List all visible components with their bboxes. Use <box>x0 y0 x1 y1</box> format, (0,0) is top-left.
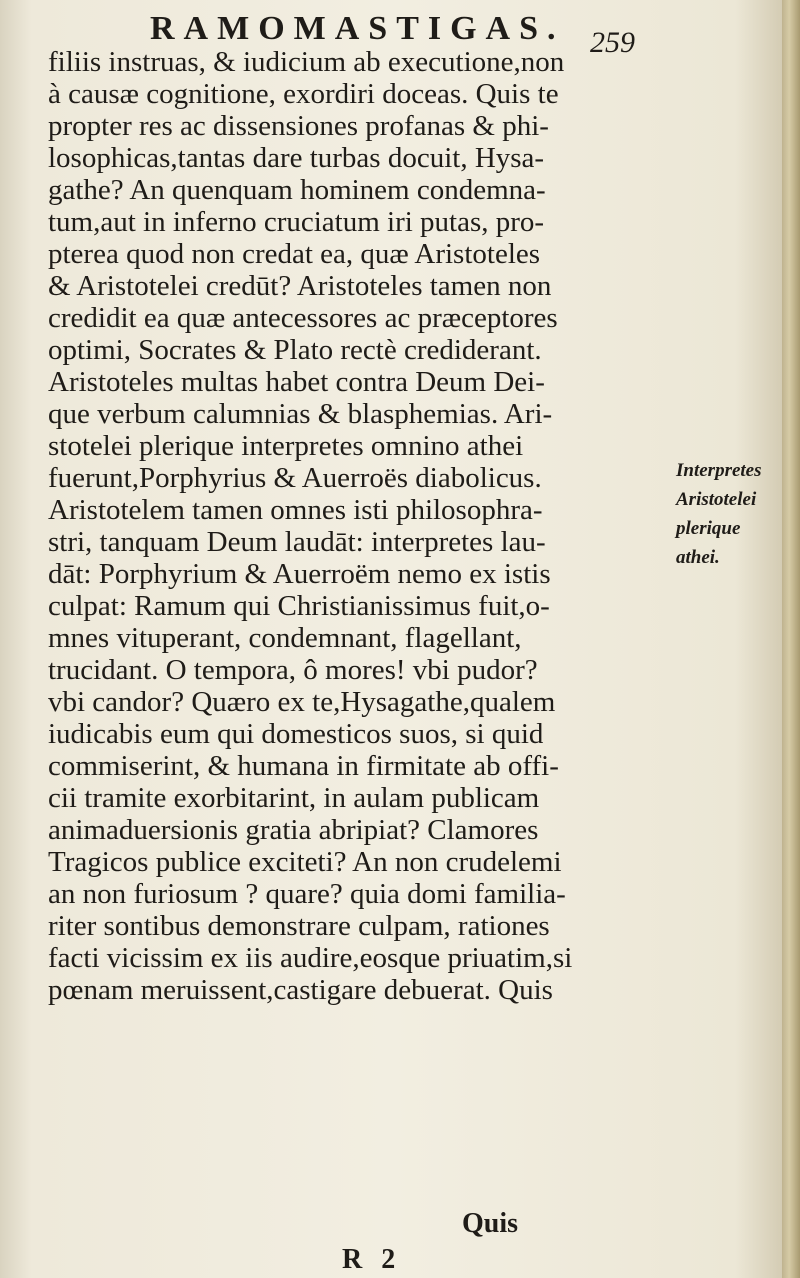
text-line: stri, tanquam Deum laudāt: interpretes lau- <box>48 526 546 558</box>
page-gutter-edge <box>782 0 800 1278</box>
text-line: filiis instruas, & iudicium ab executione,non <box>48 46 565 78</box>
text-line: animaduersionis gratia abripiat? Clamores <box>48 814 539 846</box>
page-number: 259 <box>590 26 635 59</box>
marginal-note <box>676 456 776 572</box>
text-line: pterea quod non credat ea, quæ Aristoteles <box>48 238 541 270</box>
marginal-note-line: athei. <box>676 547 720 568</box>
text-line: mnes vituperant, condemnant, flagellant, <box>48 622 522 654</box>
text-line: Aristoteles multas habet contra Deum Dei- <box>48 366 545 398</box>
text-line: à causæ cognitione, exordiri doceas. Quis te <box>48 78 559 110</box>
text-line: gathe? An quenquam hominem condemna- <box>48 174 546 206</box>
text-line: tum,aut in inferno cruciatum iri putas, pro- <box>48 206 545 238</box>
text-line: Tragicos publice exciteti? An non crudelemi <box>48 846 562 878</box>
text-line: riter sontibus demonstrare culpam, rationes <box>48 910 550 942</box>
body-text <box>48 46 668 1006</box>
text-line: que verbum calumnias & blasphemias. Ari- <box>48 398 553 430</box>
marginal-note-line: plerique <box>676 518 741 539</box>
text-line: culpat: Ramum qui Christianissimus fuit,o- <box>48 590 550 622</box>
text-line: losophicas,tantas dare turbas docuit, Hysa- <box>48 142 545 174</box>
running-head: RAMOMASTIGAS. <box>150 10 565 47</box>
text-line: trucidant. O tempora, ô mores! vbi pudor? <box>48 654 538 686</box>
text-line: fuerunt,Porphyrius & Auerroës diabolicus. <box>48 462 542 494</box>
text-line: pœnam meruissent,castigare debuerat. Quis <box>48 974 553 1006</box>
text-line: & Aristotelei credūt? Aristoteles tamen non <box>48 270 552 302</box>
text-line: stotelei plerique interpretes omnino athei <box>48 430 524 462</box>
text-line: vbi candor? Quæro ex te,Hysagathe,qualem <box>48 686 556 718</box>
text-line: propter res ac dissensiones profanas & phi- <box>48 110 549 142</box>
text-line: facti vicissim ex iis audire,eosque priuatim,si <box>48 942 573 974</box>
text-line: Aristotelem tamen omnes isti philosophra- <box>48 494 543 526</box>
text-line: dāt: Porphyrium & Auerroëm nemo ex istis <box>48 558 551 590</box>
signature-mark: R 2 <box>342 1244 402 1275</box>
text-line: credidit ea quæ antecessores ac præceptores <box>48 302 558 334</box>
text-line: commiserint, & humana in firmitate ab offi- <box>48 750 559 782</box>
text-line: an non furiosum ? quare? quia domi familia- <box>48 878 566 910</box>
marginal-note-line: Aristotelei <box>676 489 757 510</box>
catchword: Quis <box>462 1208 519 1239</box>
text-line: iudicabis eum qui domesticos suos, si quid <box>48 718 544 750</box>
text-line: cii tramite exorbitarint, in aulam publicam <box>48 782 540 814</box>
text-line: optimi, Socrates & Plato rectè crediderant. <box>48 334 542 366</box>
marginal-note-line: Interpretes <box>676 460 762 481</box>
